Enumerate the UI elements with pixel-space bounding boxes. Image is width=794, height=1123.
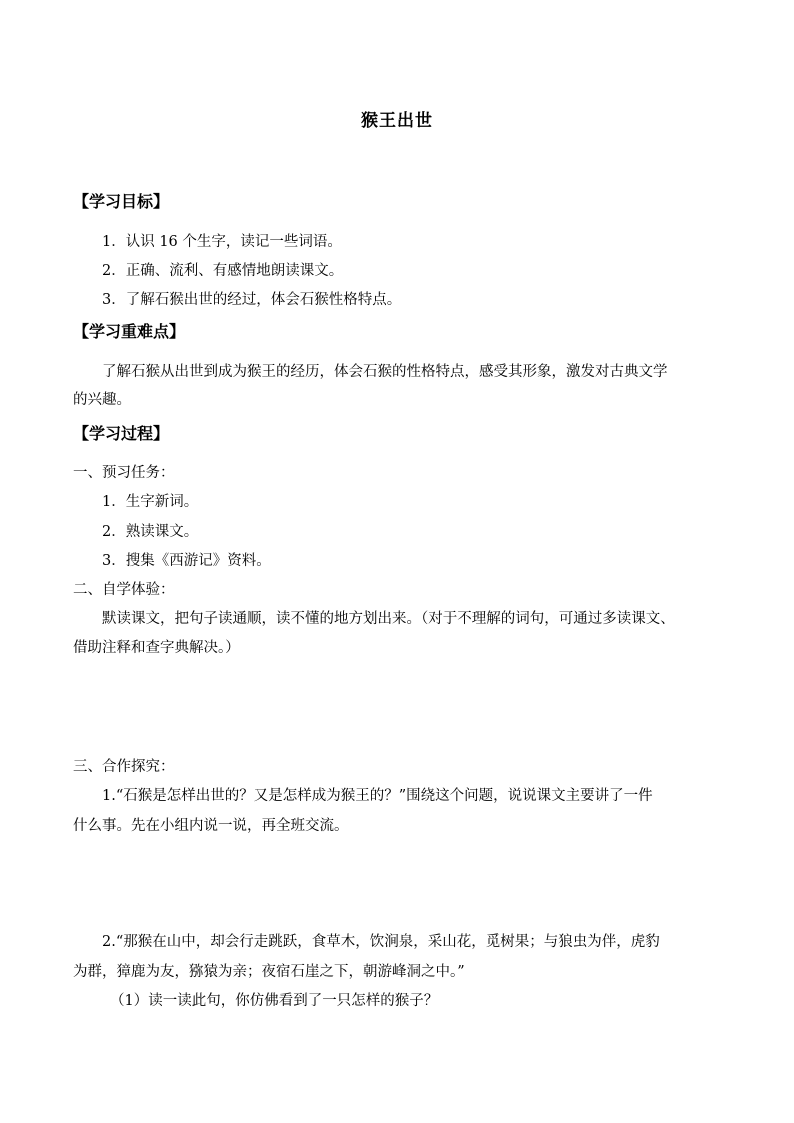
self-study-line-2: 借助注释和查字典解决。） (73, 640, 240, 656)
self-study-line-1: 默读课文，把句子读通顺，读不懂的地方划出来。（对于不理解的词句，可通过多读课文、 (102, 611, 675, 627)
goal-item-1: 1．认识 16 个生字，读记一些词语。 (102, 234, 342, 250)
question-1-line-1: 1.“石猴是怎样出世的？又是怎样成为猴王的？”围绕这个问题，说说课文主要讲了一件 (102, 788, 653, 804)
key-points-line-1: 了解石猴从出世到成为猴王的经历，体会石猴的性格特点，感受其形象，激发对古典文学 (102, 364, 668, 380)
heading-learning-process: 【学习过程】 (73, 424, 170, 443)
heading-learning-goals: 【学习目标】 (73, 192, 170, 211)
preview-item-3: 3．搜集《西游记》资料。 (102, 553, 271, 569)
question-2-line-1: 2.“那猴在山中，却会行走跳跃，食草木，饮涧泉，采山花，觅树果；与狼虫为伴，虎豹 (102, 934, 660, 950)
question-2-line-2: 为群，獐鹿为友，猕猿为亲；夜宿石崖之下，朝游峰洞之中。” (73, 964, 465, 980)
preview-item-1: 1．生字新词。 (102, 494, 199, 510)
question-1-line-2: 什么事。先在小组内说一说，再全班交流。 (73, 818, 349, 834)
preview-item-2: 2．熟读课文。 (102, 524, 199, 540)
question-2-sub-1: （1）读一读此句，你仿佛看到了一只怎样的猴子？ (110, 993, 439, 1009)
goal-item-3: 3．了解石猴出世的经过，体会石猴性格特点。 (102, 292, 402, 308)
part3-label: 三、合作探究： (73, 759, 175, 775)
heading-key-points: 【学习重难点】 (73, 322, 186, 341)
part2-label: 二、自学体验： (73, 582, 175, 598)
part1-label: 一、预习任务： (73, 465, 175, 481)
key-points-line-2: 的兴趣。 (73, 392, 131, 408)
document-title: 猴王出世 (361, 111, 433, 131)
goal-item-2: 2．正确、流利、有感情地朗读课文。 (102, 263, 344, 279)
